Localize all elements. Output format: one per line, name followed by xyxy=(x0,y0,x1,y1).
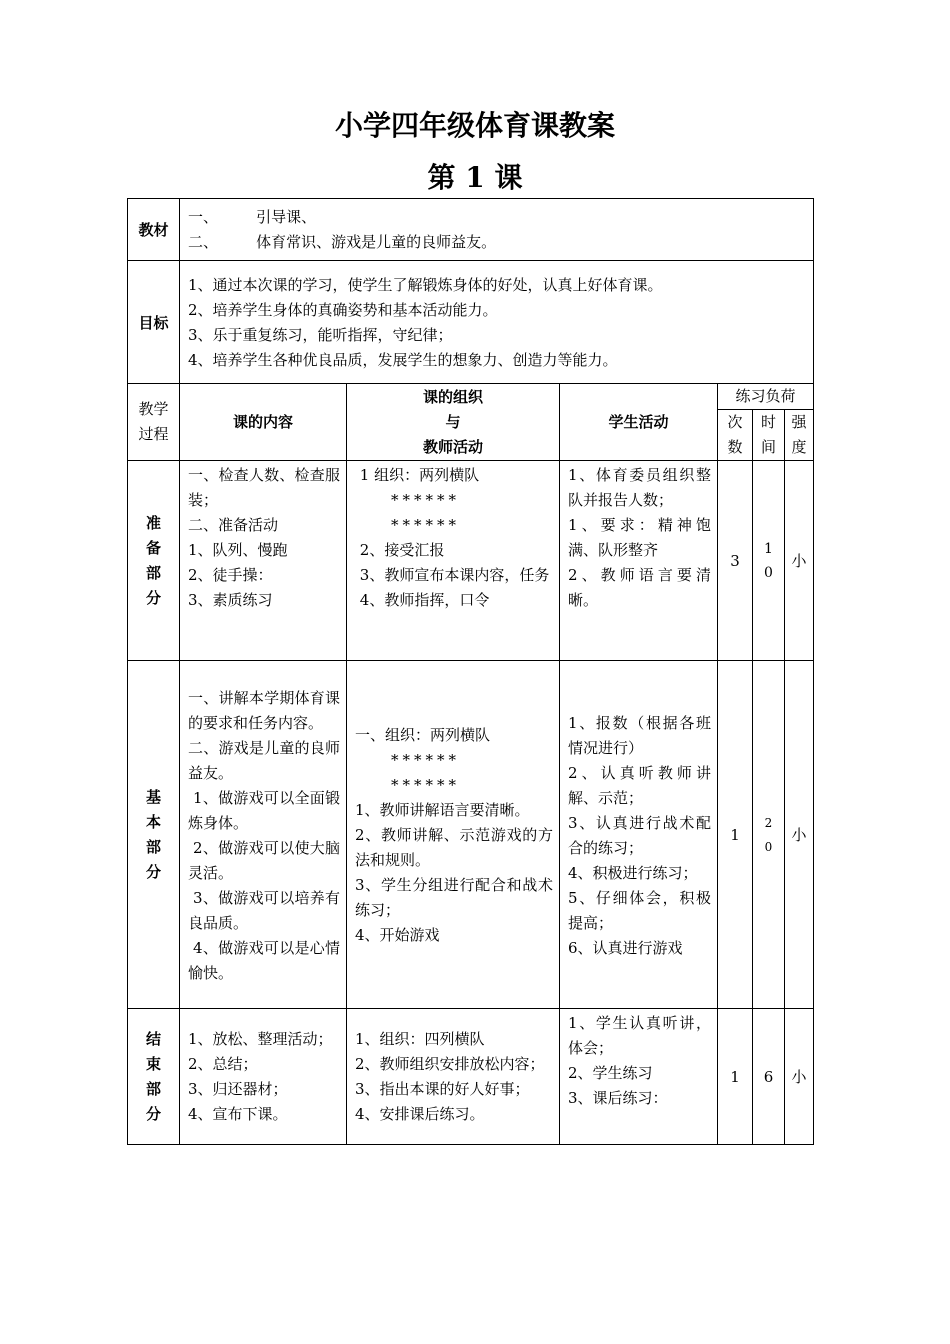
basic-content: 一、讲解本学期体育课的要求和任务内容。 二、游戏是儿童的良师益友。 1、做游戏可以全面锻炼身体。 2、做游戏可以使大脑灵活。 3、做游戏可以培养有良品质。 4、做游戏可以是心情愉快。 xyxy=(180,661,347,1009)
header-intensity: 强 度 xyxy=(785,410,814,461)
goal-item: 2、培养学生身体的真确姿势和基本活动能力。 xyxy=(188,301,498,319)
materials-label: 教材 xyxy=(128,199,180,261)
end-organization: 1、组织：四列横队 2、教师组织安排放松内容； 3、指出本课的好人好事； 4、安排课后练习。 xyxy=(347,1009,560,1145)
goals-label: 目标 xyxy=(128,261,180,384)
formation-stars: ****** xyxy=(391,516,460,534)
goals-content xyxy=(180,261,814,384)
basic-label: 基 本 部 分 xyxy=(128,661,180,1009)
materials-row xyxy=(128,199,814,261)
header-organization: 课的组织 与 教师活动 xyxy=(347,384,560,461)
prep-time: 1 0 xyxy=(753,461,785,661)
end-time: 6 xyxy=(753,1009,785,1145)
header-content: 课的内容 xyxy=(180,384,347,461)
basic-intensity: 小 xyxy=(785,661,814,1009)
header-process: 教学 过程 xyxy=(128,384,180,461)
prep-student-activity: 1、体育委员组织整队并报告人数； 1、要求：精神饱满、队形整齐 2、教师语言要清晰。 xyxy=(560,461,718,661)
materials-item: 一、 引导课、 xyxy=(188,208,317,226)
end-student-activity: 1、学生认真听讲，体会； 2、学生练习 3、课后练习： xyxy=(560,1009,718,1145)
prep-count: 3 xyxy=(718,461,753,661)
basic-count: 1 xyxy=(718,661,753,1009)
formation-stars: ****** xyxy=(391,491,460,509)
header-count: 次 数 xyxy=(718,410,753,461)
document-title: 小学四年级体育课教案 xyxy=(334,109,615,142)
header-exercise-load: 练习负荷 xyxy=(718,384,814,410)
end-count: 1 xyxy=(718,1009,753,1145)
basic-student-activity: 1、报数（根据各班情况进行） 2、认真听教师讲解、示范； 3、认真进行战术配合的练习； 4、积极进行练习； 5、仔细体会，积极提高； 6、认真进行游戏 xyxy=(560,661,718,1009)
goals-row xyxy=(128,261,814,384)
end-label: 结 束 部 分 xyxy=(128,1009,180,1145)
goal-item: 4、培养学生各种优良品质，发展学生的想象力、创造力等能力。 xyxy=(188,351,618,369)
basic-section-row xyxy=(128,661,814,1009)
materials-content xyxy=(180,199,814,261)
materials-item: 二、 体育常识、游戏是儿童的良师益友。 xyxy=(188,233,497,251)
header-time: 时 间 xyxy=(753,410,785,461)
header-row xyxy=(128,384,814,410)
prep-label: 准 备 部 分 xyxy=(128,461,180,661)
end-section-row xyxy=(128,1009,814,1145)
goal-item: 3、乐于重复练习，能听指挥，守纪律； xyxy=(188,326,453,344)
prep-organization: 1 组织：两列横队 ****** ****** 2、接受汇报 3、教师宣布本课内容，任务 4、教师指挥，口令 xyxy=(347,461,560,661)
goal-item: 1、通过本次课的学习，使学生了解锻炼身体的好处，认真上好体育课。 xyxy=(188,276,663,294)
prep-intensity: 小 xyxy=(785,461,814,661)
end-intensity: 小 xyxy=(785,1009,814,1145)
basic-time: 2 0 xyxy=(753,661,785,1009)
lesson-number: 第 1 课 xyxy=(427,161,523,194)
basic-organization: 一、组织：两列横队 ****** ****** 1、教师讲解语言要清晰。 2、教师讲解、示范游戏的方法和规则。 3、学生分组进行配合和战术练习； 4、开始游戏 xyxy=(347,661,560,1009)
lesson-plan-table xyxy=(127,198,814,1145)
prep-content: 一、检查人数、检查服装； 二、准备活动 1、队列、慢跑 2、徒手操： 3、素质练习 xyxy=(180,461,347,661)
formation-stars: ****** xyxy=(391,751,460,769)
end-content: 1、放松、整理活动； 2、总结； 3、归还器材； 4、宣布下课。 xyxy=(180,1009,347,1145)
prep-section-row xyxy=(128,461,814,661)
header-student-activity: 学生活动 xyxy=(560,384,718,461)
formation-stars: ****** xyxy=(391,776,460,794)
